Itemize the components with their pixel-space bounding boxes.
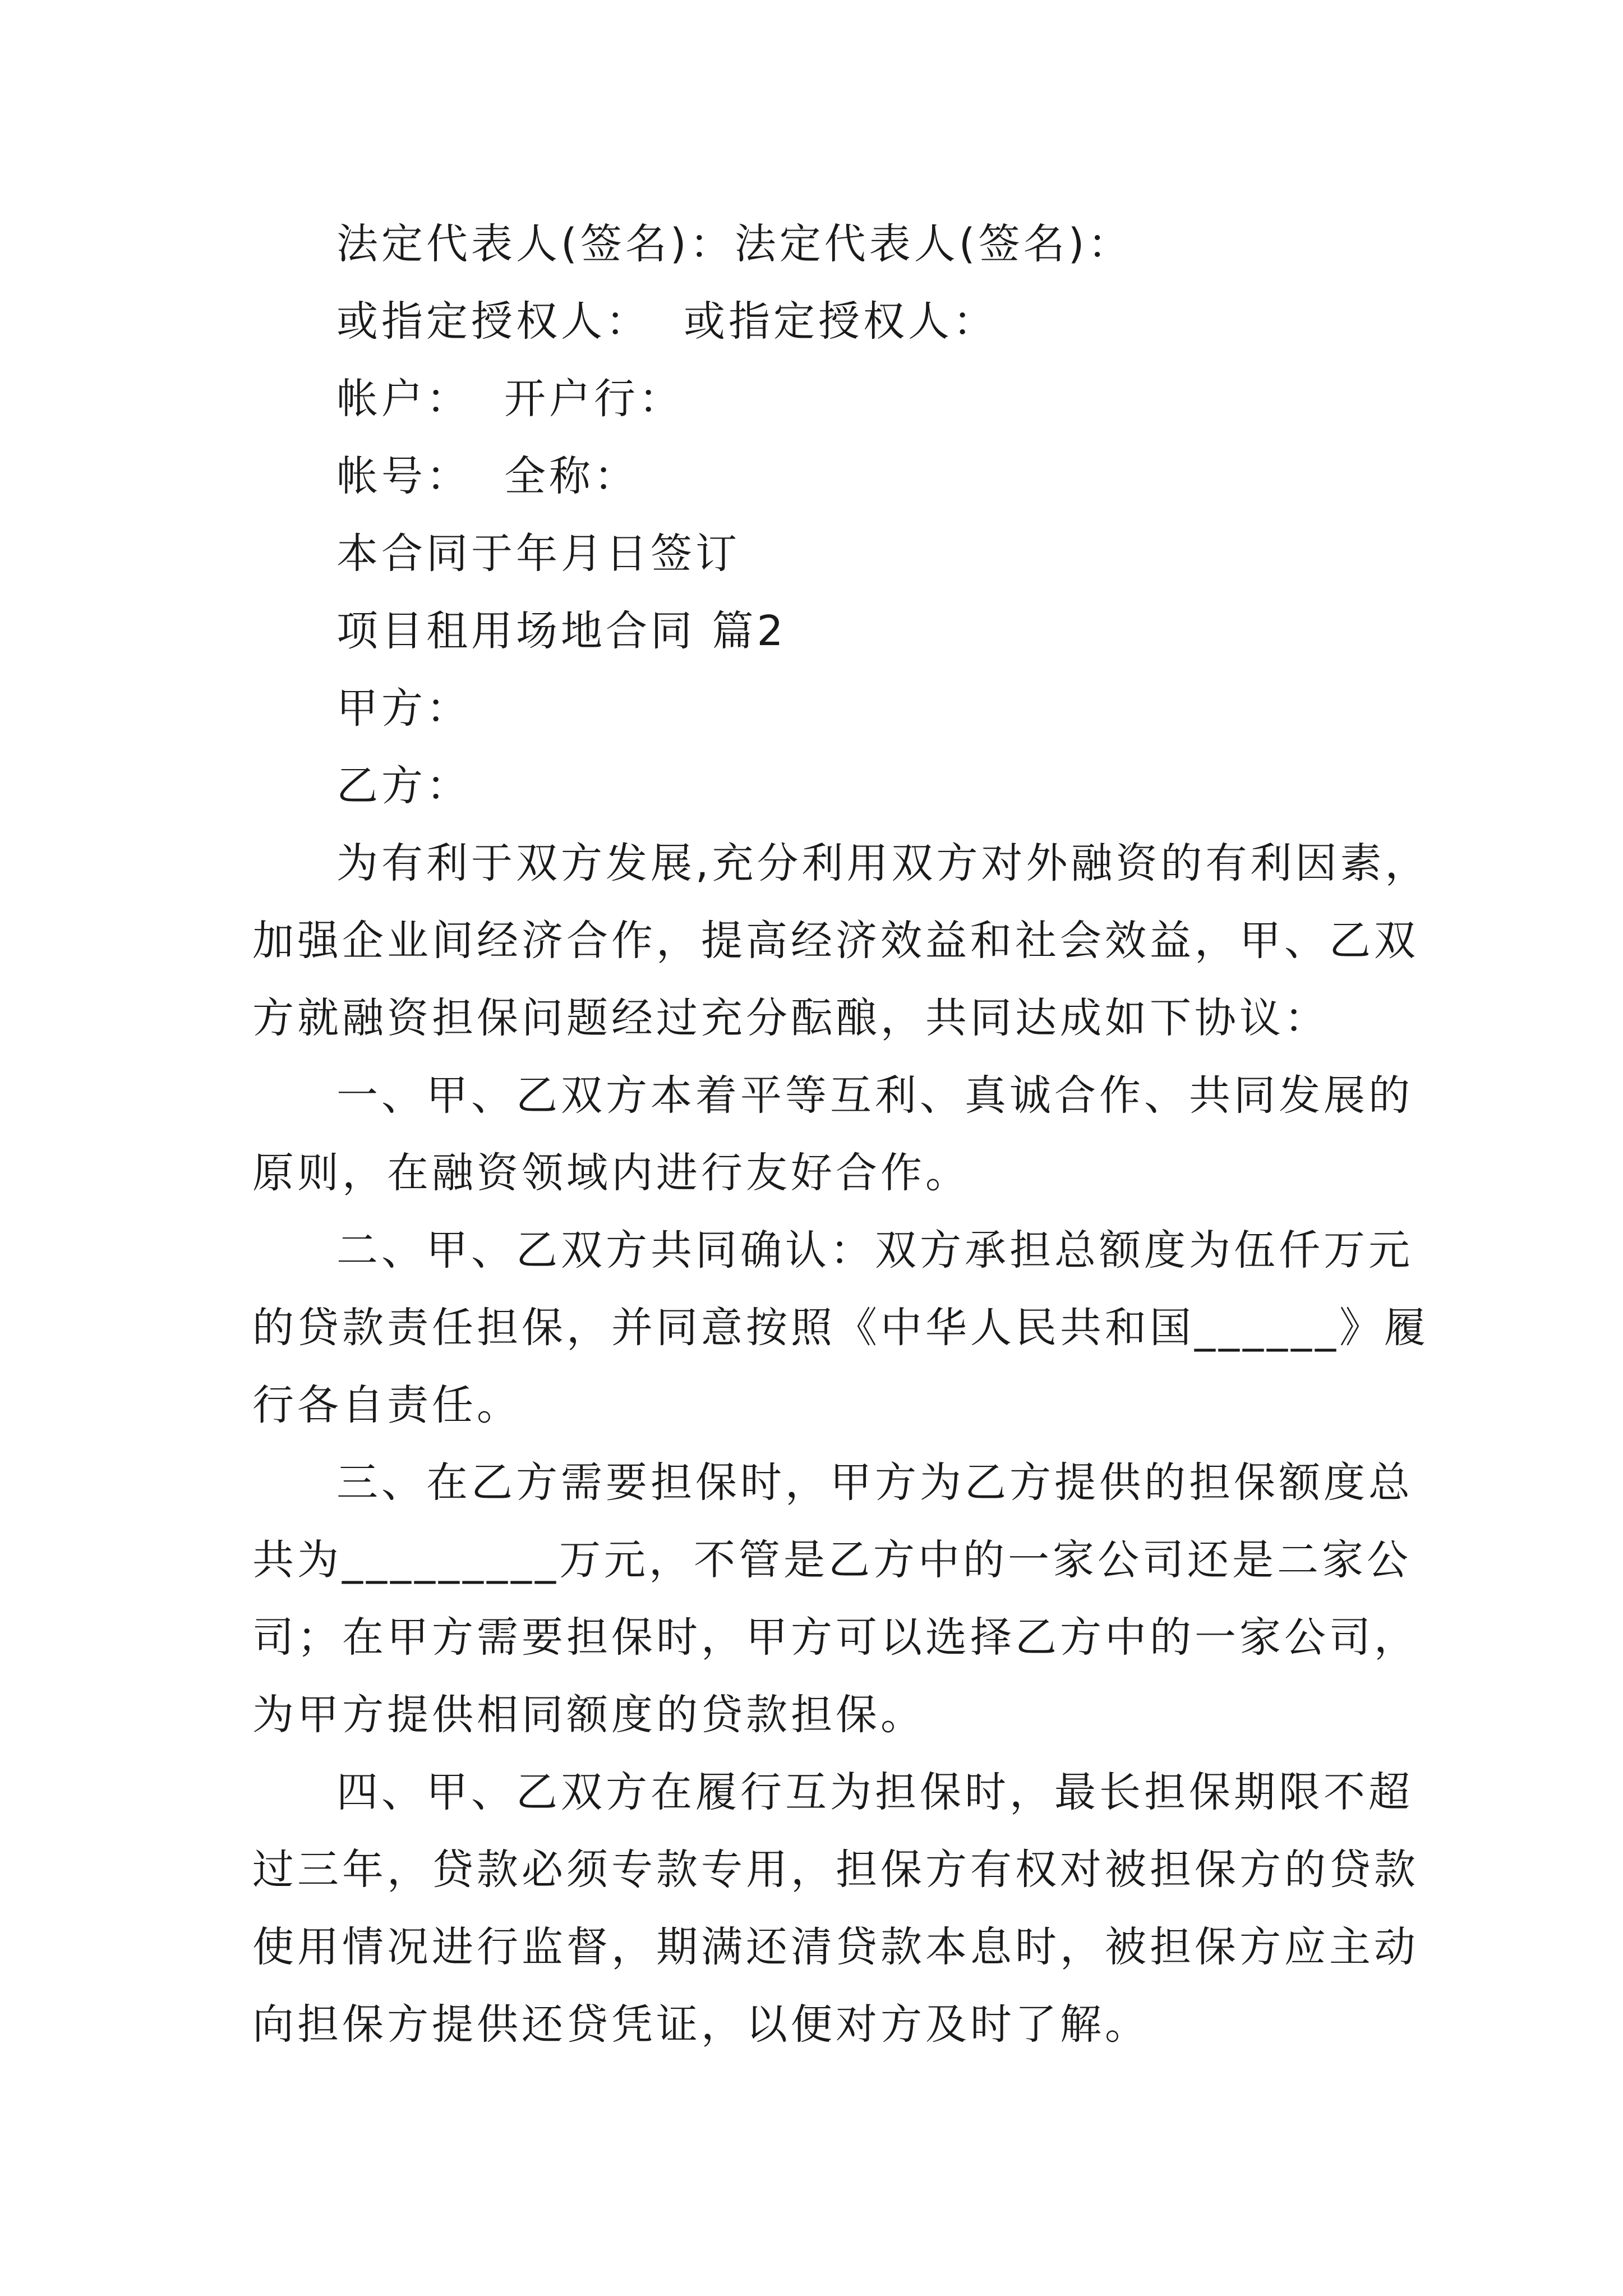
clause-4-line-1: 四、甲、乙双方在履行互为担保时，最长担保期限不超 — [336, 1768, 1413, 1816]
clause-1-line-2: 原则，在融资领域内进行友好合作。 — [252, 1149, 970, 1197]
clause-3-line-1: 三、在乙方需要担保时，甲方为乙方提供的担保额度总 — [336, 1458, 1413, 1507]
clause-2-line-2: 的贷款责任担保，并同意按照《中华人民共和国______》履 — [252, 1304, 1429, 1352]
intro-line-1: 为有利于双方发展,充分利用双方对外融资的有利因素， — [336, 839, 1430, 887]
party-a-line: 甲方： — [336, 684, 471, 733]
signed-date-line: 本合同于年月日签订 — [336, 530, 740, 578]
clause-4-line-3: 使用情况进行监督，期满还清贷款本息时，被担保方应主动 — [252, 1923, 1419, 1971]
clause-2-line-1: 二、甲、乙双方共同确认：双方承担总额度为伍仟万元 — [336, 1226, 1413, 1274]
party-b-line: 乙方： — [336, 762, 471, 810]
section-title: 项目租用场地合同 篇2 — [336, 607, 787, 655]
legal-rep-line: 法定代表人(签名)：法定代表人(签名)： — [336, 220, 1133, 268]
clause-1-line-1: 一、甲、乙双方本着平等互利、真诚合作、共同发展的 — [336, 1071, 1413, 1120]
account-no-line: 帐号： 全称： — [336, 452, 639, 500]
clause-4-line-4: 向担保方提供还贷凭证，以便对方及时了解。 — [252, 2000, 1150, 2049]
clause-3-line-4: 为甲方提供相同额度的贷款担保。 — [252, 1691, 925, 1739]
clause-3-line-3: 司；在甲方需要担保时，甲方可以选择乙方中的一家公司， — [252, 1613, 1419, 1662]
intro-line-2: 加强企业间经济合作，提高经济效益和社会效益，甲、乙双 — [252, 917, 1419, 965]
clause-3-line-2: 共为_________万元，不管是乙方中的一家公司还是二家公 — [252, 1536, 1412, 1584]
account-line: 帐户： 开户行： — [336, 375, 684, 423]
clause-4-line-2: 过三年，贷款必须专款专用，担保方有权对被担保方的贷款 — [252, 1846, 1419, 1894]
clause-2-line-3: 行各自责任。 — [252, 1381, 522, 1429]
intro-line-3: 方就融资担保问题经过充分酝酿，共同达成如下协议： — [252, 994, 1329, 1042]
authorized-line: 或指定授权人： 或指定授权人： — [336, 297, 998, 346]
